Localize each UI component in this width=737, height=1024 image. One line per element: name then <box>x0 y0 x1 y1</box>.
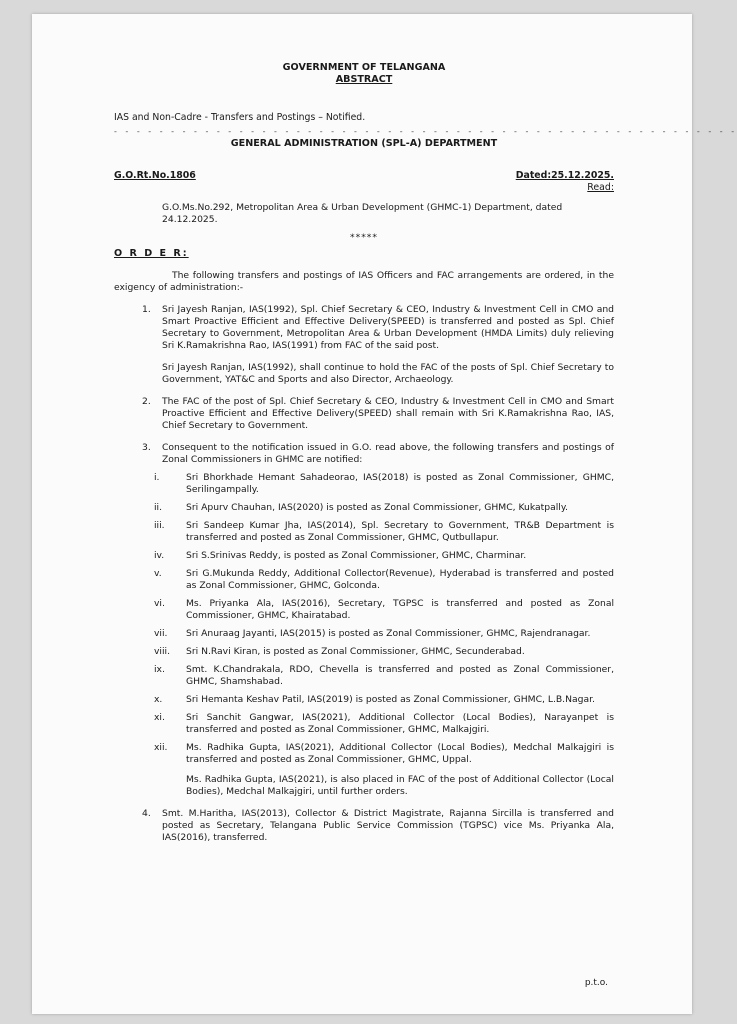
sub-item <box>114 628 614 640</box>
sub-item <box>114 520 614 544</box>
intro-paragraph: The following transfers and postings of IAS Officers and FAC arrangements are ordered, in the exigency of administration:- <box>114 270 614 293</box>
sub-item-number: ii. <box>154 502 163 513</box>
document-body <box>114 62 737 844</box>
sub-item-number: ix. <box>154 664 165 675</box>
item-number: 3. <box>142 442 151 453</box>
order-heading: O R D E R: <box>114 248 189 259</box>
list-item-1 <box>114 304 614 386</box>
sub-item-text: Ms. Priyanka Ala, IAS(2016), Secretary, TGPSC is transferred and posted as Zonal Commissioner, GHMC, Khairatabad. <box>186 598 614 621</box>
sub-item-number: v. <box>154 568 162 579</box>
sub-item <box>114 502 614 514</box>
sub-item-number: iv. <box>154 550 165 561</box>
sub-item-text: Sri S.Srinivas Reddy, is posted as Zonal Commissioner, GHMC, Charminar. <box>186 550 527 561</box>
reference-text: G.O.Ms.No.292, Metropolitan Area & Urban Development (GHMC-1) Department, dated 24.12.2025. <box>162 202 563 225</box>
sub-item <box>114 472 614 496</box>
page-turn-note: p.t.o. <box>584 978 608 988</box>
sub-item-number: vi. <box>154 598 165 609</box>
read-label: Read: <box>587 182 614 193</box>
stars-separator: ***** <box>350 232 378 243</box>
list-item-3 <box>114 442 614 466</box>
sub-item-text: Sri Bhorkhade Hemant Sahadeorao, IAS(2018) is posted as Zonal Commissioner, GHMC, Serilingampally. <box>186 472 614 495</box>
abstract-title: ABSTRACT <box>335 74 393 85</box>
sub-item-text: Smt. K.Chandrakala, RDO, Chevella is transferred and posted as Zonal Commissioner, GHMC, Shamshabad. <box>186 664 614 687</box>
item-paragraph: Smt. M.Haritha, IAS(2013), Collector & District Magistrate, Rajanna Sircilla is transferred and posted as Secretary, Telangana Public Service Commission (TGPSC) vice Ms. Priyanka Ala, IAS(2016), transferred. <box>162 808 614 843</box>
list-item-2 <box>114 396 614 432</box>
item-paragraph: Consequent to the notification issued in G.O. read above, the following transfers and postings of Zonal Commissioners in GHMC are notified: <box>162 442 614 465</box>
go-number: G.O.Rt.No.1806 <box>114 170 196 181</box>
government-title: GOVERNMENT OF TELANGANA <box>282 62 446 73</box>
go-number-row <box>114 170 614 196</box>
sub-item-text: Sri Apurv Chauhan, IAS(2020) is posted as Zonal Commissioner, GHMC, Kukatpally. <box>186 502 568 513</box>
item-number: 4. <box>142 808 151 819</box>
sub-item-text: Sri Hemanta Keshav Patil, IAS(2019) is posted as Zonal Commissioner, GHMC, L.B.Nagar. <box>186 694 595 705</box>
sub-item-number: viii. <box>154 646 171 657</box>
department-title: GENERAL ADMINISTRATION (SPL-A) DEPARTMENT <box>230 138 498 149</box>
item-paragraph: The FAC of the post of Spl. Chief Secretary & CEO, Industry & Investment Cell in CMO and Smart Proactive Efficient and Effective Delivery(SPEED) shall remain with Sri K.Ramakrishna Rao, IAS, Chief Secretary to Government. <box>162 396 614 431</box>
sub-item-text: Sri N.Ravi Kiran, is posted as Zonal Commissioner, GHMC, Secunderabad. <box>186 646 525 657</box>
sub-item-number: i. <box>154 472 160 483</box>
sub-item <box>114 742 614 798</box>
sub-item-text: Sri G.Mukunda Reddy, Additional Collector(Revenue), Hyderabad is transferred and posted as Zonal Commissioner, GHMC, Golconda. <box>186 568 614 591</box>
sub-item-number: xii. <box>154 742 168 753</box>
sub-item <box>114 664 614 688</box>
sub-item <box>114 568 614 592</box>
sub-item <box>114 646 614 658</box>
sub-item-text: Sri Anuraag Jayanti, IAS(2015) is posted as Zonal Commissioner, GHMC, Rajendranagar. <box>186 628 591 639</box>
sub-item <box>114 598 614 622</box>
sub-item <box>114 694 614 706</box>
sub-item <box>114 712 614 736</box>
sub-item-text: Ms. Radhika Gupta, IAS(2021), is also placed in FAC of the post of Additional Collector (Local Bodies), Medchal Malkajgiri, until further orders. <box>186 774 614 797</box>
list-item-4 <box>114 808 614 844</box>
dated: Dated:25.12.2025. <box>515 170 614 181</box>
sub-item-text: Sri Sanchit Gangwar, IAS(2021), Additional Collector (Local Bodies), Narayanpet is transferred and posted as Zonal Commissioner, GHMC, Malkajgiri. <box>186 712 614 735</box>
sub-item-text: Sri Sandeep Kumar Jha, IAS(2014), Spl. Secretary to Government, TR&B Department is transferred and posted as Zonal Commissioner, GHMC, Qutbullapur. <box>186 520 614 543</box>
item-paragraph: Sri Jayesh Ranjan, IAS(1992), shall continue to hold the FAC of the posts of Spl. Chief Secretary to Government, YAT&C and Sports and also Director, Archaeology. <box>162 362 614 385</box>
sub-item <box>114 550 614 562</box>
sub-item-text: Ms. Radhika Gupta, IAS(2021), Additional Collector (Local Bodies), Medchal Malkajgiri is transferred and posted as Zonal Commissioner, GHMC, Uppal. <box>186 742 614 765</box>
item-paragraph: Sri Jayesh Ranjan, IAS(1992), Spl. Chief Secretary & CEO, Industry & Investment Cell in CMO and Smart Proactive Efficient and Effective Delivery(SPEED) is transferred and posted as Spl. Chief Secretary to Government, Metropolitan Area & Urban Development (HMDA Limits) duly relieving Sri K.Ramakrishna Rao, IAS(1991) from FAC of the said post. <box>162 304 614 351</box>
item-number: 2. <box>142 396 151 407</box>
subject-line: IAS and Non-Cadre - Transfers and Postings – Notified. <box>114 112 366 123</box>
dashed-divider: - - - - - - - - - - - - - - - - - - - - - - - - - - - - - - - - - - - - - - - - - - - - - - - - - - - - - - - <box>114 127 737 136</box>
sub-item-number: x. <box>154 694 163 705</box>
sub-item-number: vii. <box>154 628 168 639</box>
sub-item-number: xi. <box>154 712 165 723</box>
item-number: 1. <box>142 304 151 315</box>
document-page <box>32 14 737 1014</box>
sub-item-number: iii. <box>154 520 165 531</box>
